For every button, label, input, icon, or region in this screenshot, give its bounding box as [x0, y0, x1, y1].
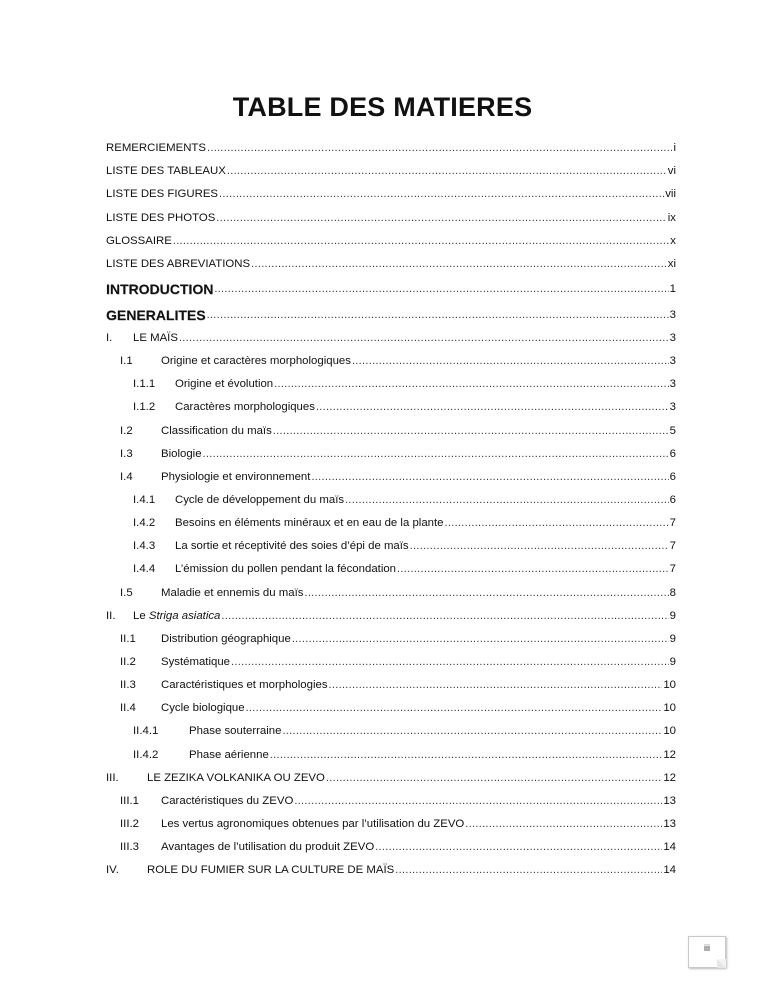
toc-title: REMERCIEMENTS — [106, 142, 206, 155]
toc-title: Biologie — [161, 447, 202, 460]
toc-title: Distribution géographique — [161, 632, 291, 645]
toc-entry-i-1-2[interactable] — [106, 395, 676, 418]
dot-leader — [375, 840, 662, 854]
dot-leader — [329, 678, 663, 692]
toc-title: Phase aérienne — [189, 748, 269, 761]
dot-leader — [227, 164, 667, 178]
dot-leader — [203, 447, 669, 461]
toc-page: 10 — [663, 679, 676, 692]
toc-number: III.3 — [120, 841, 139, 854]
dot-leader — [179, 331, 669, 345]
dot-leader — [214, 282, 668, 296]
toc-entry-liste-photos[interactable] — [106, 205, 676, 228]
toc-page: 9 — [669, 609, 676, 622]
toc-title: L’émission du pollen pendant la fécondation — [175, 563, 397, 576]
toc-entry-iii-3[interactable] — [106, 835, 676, 858]
toc-title: LISTE DES ABREVIATIONS — [106, 257, 251, 270]
dot-leader — [273, 424, 669, 438]
dot-leader — [345, 493, 669, 507]
toc-title: Origine et caractères morphologiques — [161, 355, 351, 368]
toc-page: 3 — [669, 331, 676, 344]
toc-title: LISTE DES PHOTOS — [106, 211, 216, 224]
dot-leader — [352, 354, 669, 368]
toc-number: II.2 — [120, 655, 136, 668]
toc-title: Les vertus agronomiques obtenues par l’utilisation du ZEVO — [161, 817, 465, 830]
toc-number: I.4 — [120, 470, 133, 483]
toc-title: Maladie et ennemis du maïs — [161, 586, 304, 599]
toc-title: Caractères morphologiques — [175, 401, 315, 414]
page-title: TABLE DES MATIERES — [232, 92, 533, 122]
toc-page: 13 — [663, 817, 676, 830]
toc-entry-i-4-1[interactable] — [106, 488, 676, 511]
toc-number: I.1.1 — [133, 378, 156, 391]
toc-entry-striga[interactable] — [106, 604, 676, 627]
toc-title: Classification du maïs — [161, 424, 272, 437]
toc-entry-i-3[interactable] — [106, 442, 676, 465]
dot-leader — [282, 724, 662, 738]
toc-entry-i-1[interactable] — [106, 349, 676, 372]
toc-page: ix — [667, 211, 676, 224]
toc-number: IV. — [106, 864, 119, 877]
toc-title: Cycle de développement du maïs — [175, 493, 345, 506]
toc-page: 1 — [669, 283, 676, 296]
toc-entry-zevo[interactable] — [106, 766, 676, 789]
toc-title: LISTE DES FIGURES — [106, 188, 219, 201]
toc-entry-generalites[interactable] — [106, 300, 676, 326]
toc-title: INTRODUCTION — [106, 281, 214, 298]
toc-page: 6 — [669, 447, 676, 460]
toc-entry-liste-tableaux[interactable] — [106, 159, 676, 182]
toc-number: II.4.2 — [133, 748, 159, 761]
toc-page: i — [673, 142, 676, 155]
page-number: iii — [704, 943, 710, 953]
toc-title: Avantages de l’utilisation du produit ZEVO — [161, 841, 375, 854]
toc-title-prefix: Le — [133, 609, 149, 622]
dot-leader — [216, 211, 666, 225]
toc-number: III.1 — [120, 794, 139, 807]
toc-number: I. — [106, 331, 113, 344]
toc-page: 10 — [663, 702, 676, 715]
dot-leader — [274, 377, 669, 391]
toc-entry-iii-2[interactable] — [106, 812, 676, 835]
toc-page: 6 — [669, 470, 676, 483]
toc-entry-ii-1[interactable] — [106, 627, 676, 650]
toc-page: 7 — [669, 540, 676, 553]
toc-page: 3 — [669, 355, 676, 368]
toc-entry-i-2[interactable] — [106, 418, 676, 441]
toc-page: 6 — [669, 493, 676, 506]
dot-leader — [311, 470, 668, 484]
toc-entry-ii-3[interactable] — [106, 673, 676, 696]
dot-leader — [316, 400, 669, 414]
toc-page: 14 — [663, 841, 676, 854]
toc-title: Physiologie et environnement — [161, 470, 311, 483]
toc-entry-ii-4-2[interactable] — [106, 742, 676, 765]
dot-leader — [465, 817, 662, 831]
toc-title: GENERALITES — [106, 306, 206, 323]
toc-entry-ii-4-1[interactable] — [106, 719, 676, 742]
toc-title: Phase souterraine — [189, 725, 282, 738]
toc-number: I.1.2 — [133, 401, 156, 414]
toc-page: vi — [667, 165, 676, 178]
toc-page: 10 — [663, 725, 676, 738]
toc-page: 3 — [669, 378, 676, 391]
toc-title: GLOSSAIRE — [106, 234, 172, 247]
dot-leader — [397, 562, 669, 576]
dot-leader — [173, 234, 669, 248]
toc-number: I.2 — [120, 424, 133, 437]
toc-page: 3 — [669, 401, 676, 414]
toc-number: II. — [106, 609, 116, 622]
toc-number: II.4.1 — [133, 725, 159, 738]
toc-number: I.4.3 — [133, 540, 156, 553]
toc-entry-glossaire[interactable] — [106, 229, 676, 252]
toc-title: ROLE DU FUMIER SUR LA CULTURE DE MAÏS — [147, 864, 395, 877]
page-curl-icon — [717, 959, 726, 968]
dot-leader — [221, 609, 668, 623]
toc-entry-liste-abreviations[interactable] — [106, 252, 676, 275]
toc-number: III.2 — [120, 817, 139, 830]
dot-leader — [207, 141, 672, 155]
toc-number: II.1 — [120, 632, 136, 645]
toc-title: Caractéristiques du ZEVO — [161, 794, 294, 807]
toc-title — [133, 609, 220, 623]
toc-page: 7 — [669, 563, 676, 576]
toc-entry-introduction[interactable] — [106, 275, 676, 301]
toc-title-italic: Striga asiatica — [148, 609, 221, 622]
dot-leader — [395, 863, 662, 877]
toc-page: 14 — [663, 864, 676, 877]
dot-leader — [246, 701, 663, 715]
toc-entry-i-4-2[interactable] — [106, 511, 676, 534]
toc-number: II.3 — [120, 679, 136, 692]
toc-page: 12 — [663, 771, 676, 784]
toc-entry-iii-1[interactable] — [106, 789, 676, 812]
toc-title: LE ZEZIKA VOLKANIKA OU ZEVO — [147, 771, 325, 784]
toc-number: I.5 — [120, 586, 133, 599]
toc-page: 5 — [669, 424, 676, 437]
dot-leader — [410, 539, 669, 553]
toc-entry-ii-4[interactable] — [106, 696, 676, 719]
toc-title: Systématique — [161, 655, 231, 668]
toc-page: 7 — [669, 517, 676, 530]
toc-entry-i-4[interactable] — [106, 465, 676, 488]
dot-leader — [292, 632, 669, 646]
dot-leader — [219, 187, 664, 201]
dot-leader — [231, 655, 669, 669]
toc-page: 13 — [663, 794, 676, 807]
toc-title: Besoins en éléments minéraux et en eau de la plante — [175, 517, 444, 530]
toc-page: 3 — [669, 308, 676, 321]
toc-number: III. — [106, 771, 119, 784]
toc-title: Origine et évolution — [175, 378, 274, 391]
dot-leader — [326, 771, 662, 785]
toc-page: 9 — [669, 655, 676, 668]
dot-leader — [270, 748, 663, 762]
toc-title: La sortie et réceptivité des soies d’épi de maïs — [175, 540, 409, 553]
toc-entry-i-4-3[interactable] — [106, 534, 676, 557]
toc-page: x — [670, 234, 676, 247]
toc-number: I.4.4 — [133, 563, 156, 576]
toc-number: I.3 — [120, 447, 133, 460]
toc-entry-i-4-4[interactable] — [106, 557, 676, 580]
toc-entry-i-1-1[interactable] — [106, 372, 676, 395]
toc-entry-liste-figures[interactable] — [106, 182, 676, 205]
toc-number: II.4 — [120, 702, 136, 715]
toc-title: LE MAÏS — [133, 331, 178, 344]
page-number-box — [688, 936, 726, 968]
toc-title: LISTE DES TABLEAUX — [106, 165, 226, 178]
toc-entry-i-5[interactable] — [106, 580, 676, 603]
dot-leader — [251, 257, 667, 271]
dot-leader — [294, 794, 662, 808]
toc-title: Caractéristiques et morphologies — [161, 679, 328, 692]
dot-leader — [304, 586, 668, 600]
toc-page: 9 — [669, 632, 676, 645]
table-of-contents — [106, 136, 676, 881]
toc-entry-remerciements[interactable] — [106, 136, 676, 159]
toc-number: I.4.1 — [133, 493, 156, 506]
toc-title: Cycle biologique — [161, 702, 245, 715]
toc-page: 8 — [669, 586, 676, 599]
toc-page: vii — [665, 188, 676, 201]
toc-page: xi — [667, 257, 676, 270]
toc-number: I.1 — [120, 355, 133, 368]
toc-number: I.4.2 — [133, 517, 156, 530]
toc-page: 12 — [663, 748, 676, 761]
dot-leader — [207, 308, 669, 322]
dot-leader — [445, 516, 669, 530]
toc-entry-le-mais[interactable] — [106, 326, 676, 349]
toc-entry-ii-2[interactable] — [106, 650, 676, 673]
toc-entry-role-fumier[interactable] — [106, 858, 676, 881]
